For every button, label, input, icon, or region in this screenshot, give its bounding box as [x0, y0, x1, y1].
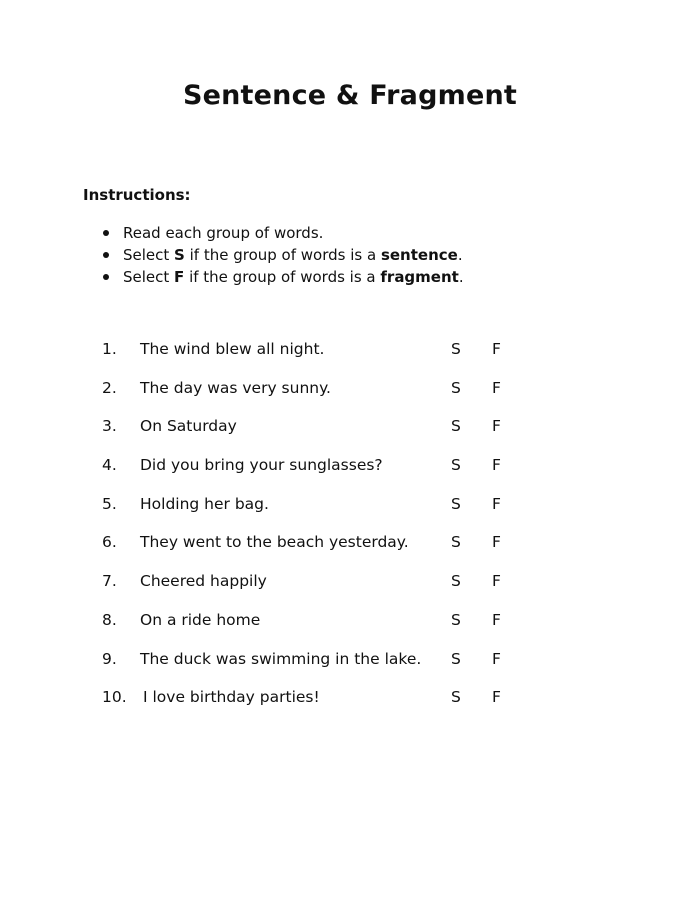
- question-number: 5.: [102, 494, 117, 513]
- option-f-button[interactable]: F: [492, 533, 501, 552]
- question-text: Holding her bag.: [140, 494, 269, 513]
- question-number: 2.: [102, 378, 117, 397]
- instruction-item-1: [103, 222, 464, 244]
- instruction-text: .: [458, 268, 464, 286]
- option-s-button[interactable]: S: [451, 417, 461, 436]
- question-text: On a ride home: [140, 610, 261, 629]
- option-s-button[interactable]: S: [451, 649, 461, 668]
- instruction-text: .: [457, 246, 463, 264]
- bullet-icon: [103, 230, 109, 236]
- question-number: 7.: [102, 572, 117, 591]
- instruction-text: Read each group of words.: [123, 224, 324, 242]
- instruction-word-sentence: sentence: [380, 246, 458, 264]
- option-s-button[interactable]: S: [451, 533, 461, 552]
- instruction-item-2: [103, 244, 464, 266]
- question-item: [0, 568, 700, 607]
- question-item: [0, 529, 700, 568]
- instruction-text: if the group of words is a: [184, 268, 381, 286]
- instruction-text: if the group of words is a: [184, 246, 381, 264]
- question-item: [0, 684, 700, 723]
- question-text: They went to the beach yesterday.: [140, 533, 409, 552]
- instruction-letter-s: S: [174, 246, 185, 264]
- instructions-heading: Instructions:: [83, 186, 191, 204]
- question-number: 1.: [102, 340, 117, 358]
- question-text: I love birthday parties!: [143, 688, 320, 707]
- instruction-text: Select: [123, 268, 175, 286]
- question-text: On Saturday: [140, 417, 237, 436]
- bullet-icon: [103, 252, 109, 258]
- question-number: 6.: [102, 533, 117, 552]
- instruction-letter-f: F: [174, 268, 185, 286]
- question-item: [0, 336, 700, 375]
- question-number: 4.: [102, 456, 117, 475]
- question-item: [0, 375, 700, 414]
- question-text: Did you bring your sunglasses?: [140, 456, 383, 475]
- option-s-button[interactable]: S: [451, 610, 461, 629]
- option-s-button[interactable]: S: [451, 688, 461, 707]
- option-s-button[interactable]: S: [451, 340, 461, 358]
- question-number: 9.: [102, 649, 117, 668]
- question-item: [0, 452, 700, 491]
- question-text: The day was very sunny.: [140, 378, 331, 397]
- instruction-text: Select: [123, 246, 175, 264]
- option-s-button[interactable]: S: [451, 456, 461, 475]
- option-f-button[interactable]: F: [492, 610, 501, 629]
- bullet-icon: [103, 274, 109, 280]
- option-f-button[interactable]: F: [492, 572, 501, 591]
- option-f-button[interactable]: F: [492, 688, 501, 707]
- instruction-word-fragment: fragment: [380, 268, 459, 286]
- option-f-button[interactable]: F: [492, 456, 501, 475]
- question-text: Cheered happily: [140, 572, 267, 591]
- option-s-button[interactable]: S: [451, 572, 461, 591]
- option-f-button[interactable]: F: [492, 340, 501, 358]
- question-item: [0, 646, 700, 685]
- option-s-button[interactable]: S: [451, 378, 461, 397]
- question-number: 10.: [102, 688, 127, 707]
- instruction-item-3: [103, 266, 464, 288]
- question-number: 8.: [102, 610, 117, 629]
- question-text: The wind blew all night.: [140, 340, 325, 358]
- question-number: 3.: [102, 417, 117, 436]
- question-item: [0, 607, 700, 646]
- option-f-button[interactable]: F: [492, 378, 501, 397]
- question-item: [0, 491, 700, 530]
- instructions-list: [103, 222, 464, 288]
- option-f-button[interactable]: F: [492, 494, 501, 513]
- option-f-button[interactable]: F: [492, 649, 501, 668]
- question-item: [0, 413, 700, 452]
- option-s-button[interactable]: S: [451, 494, 461, 513]
- page-title: Sentence & Fragment: [182, 80, 518, 111]
- option-f-button[interactable]: F: [492, 417, 501, 436]
- question-list: [0, 336, 700, 723]
- question-text: The duck was swimming in the lake.: [140, 649, 422, 668]
